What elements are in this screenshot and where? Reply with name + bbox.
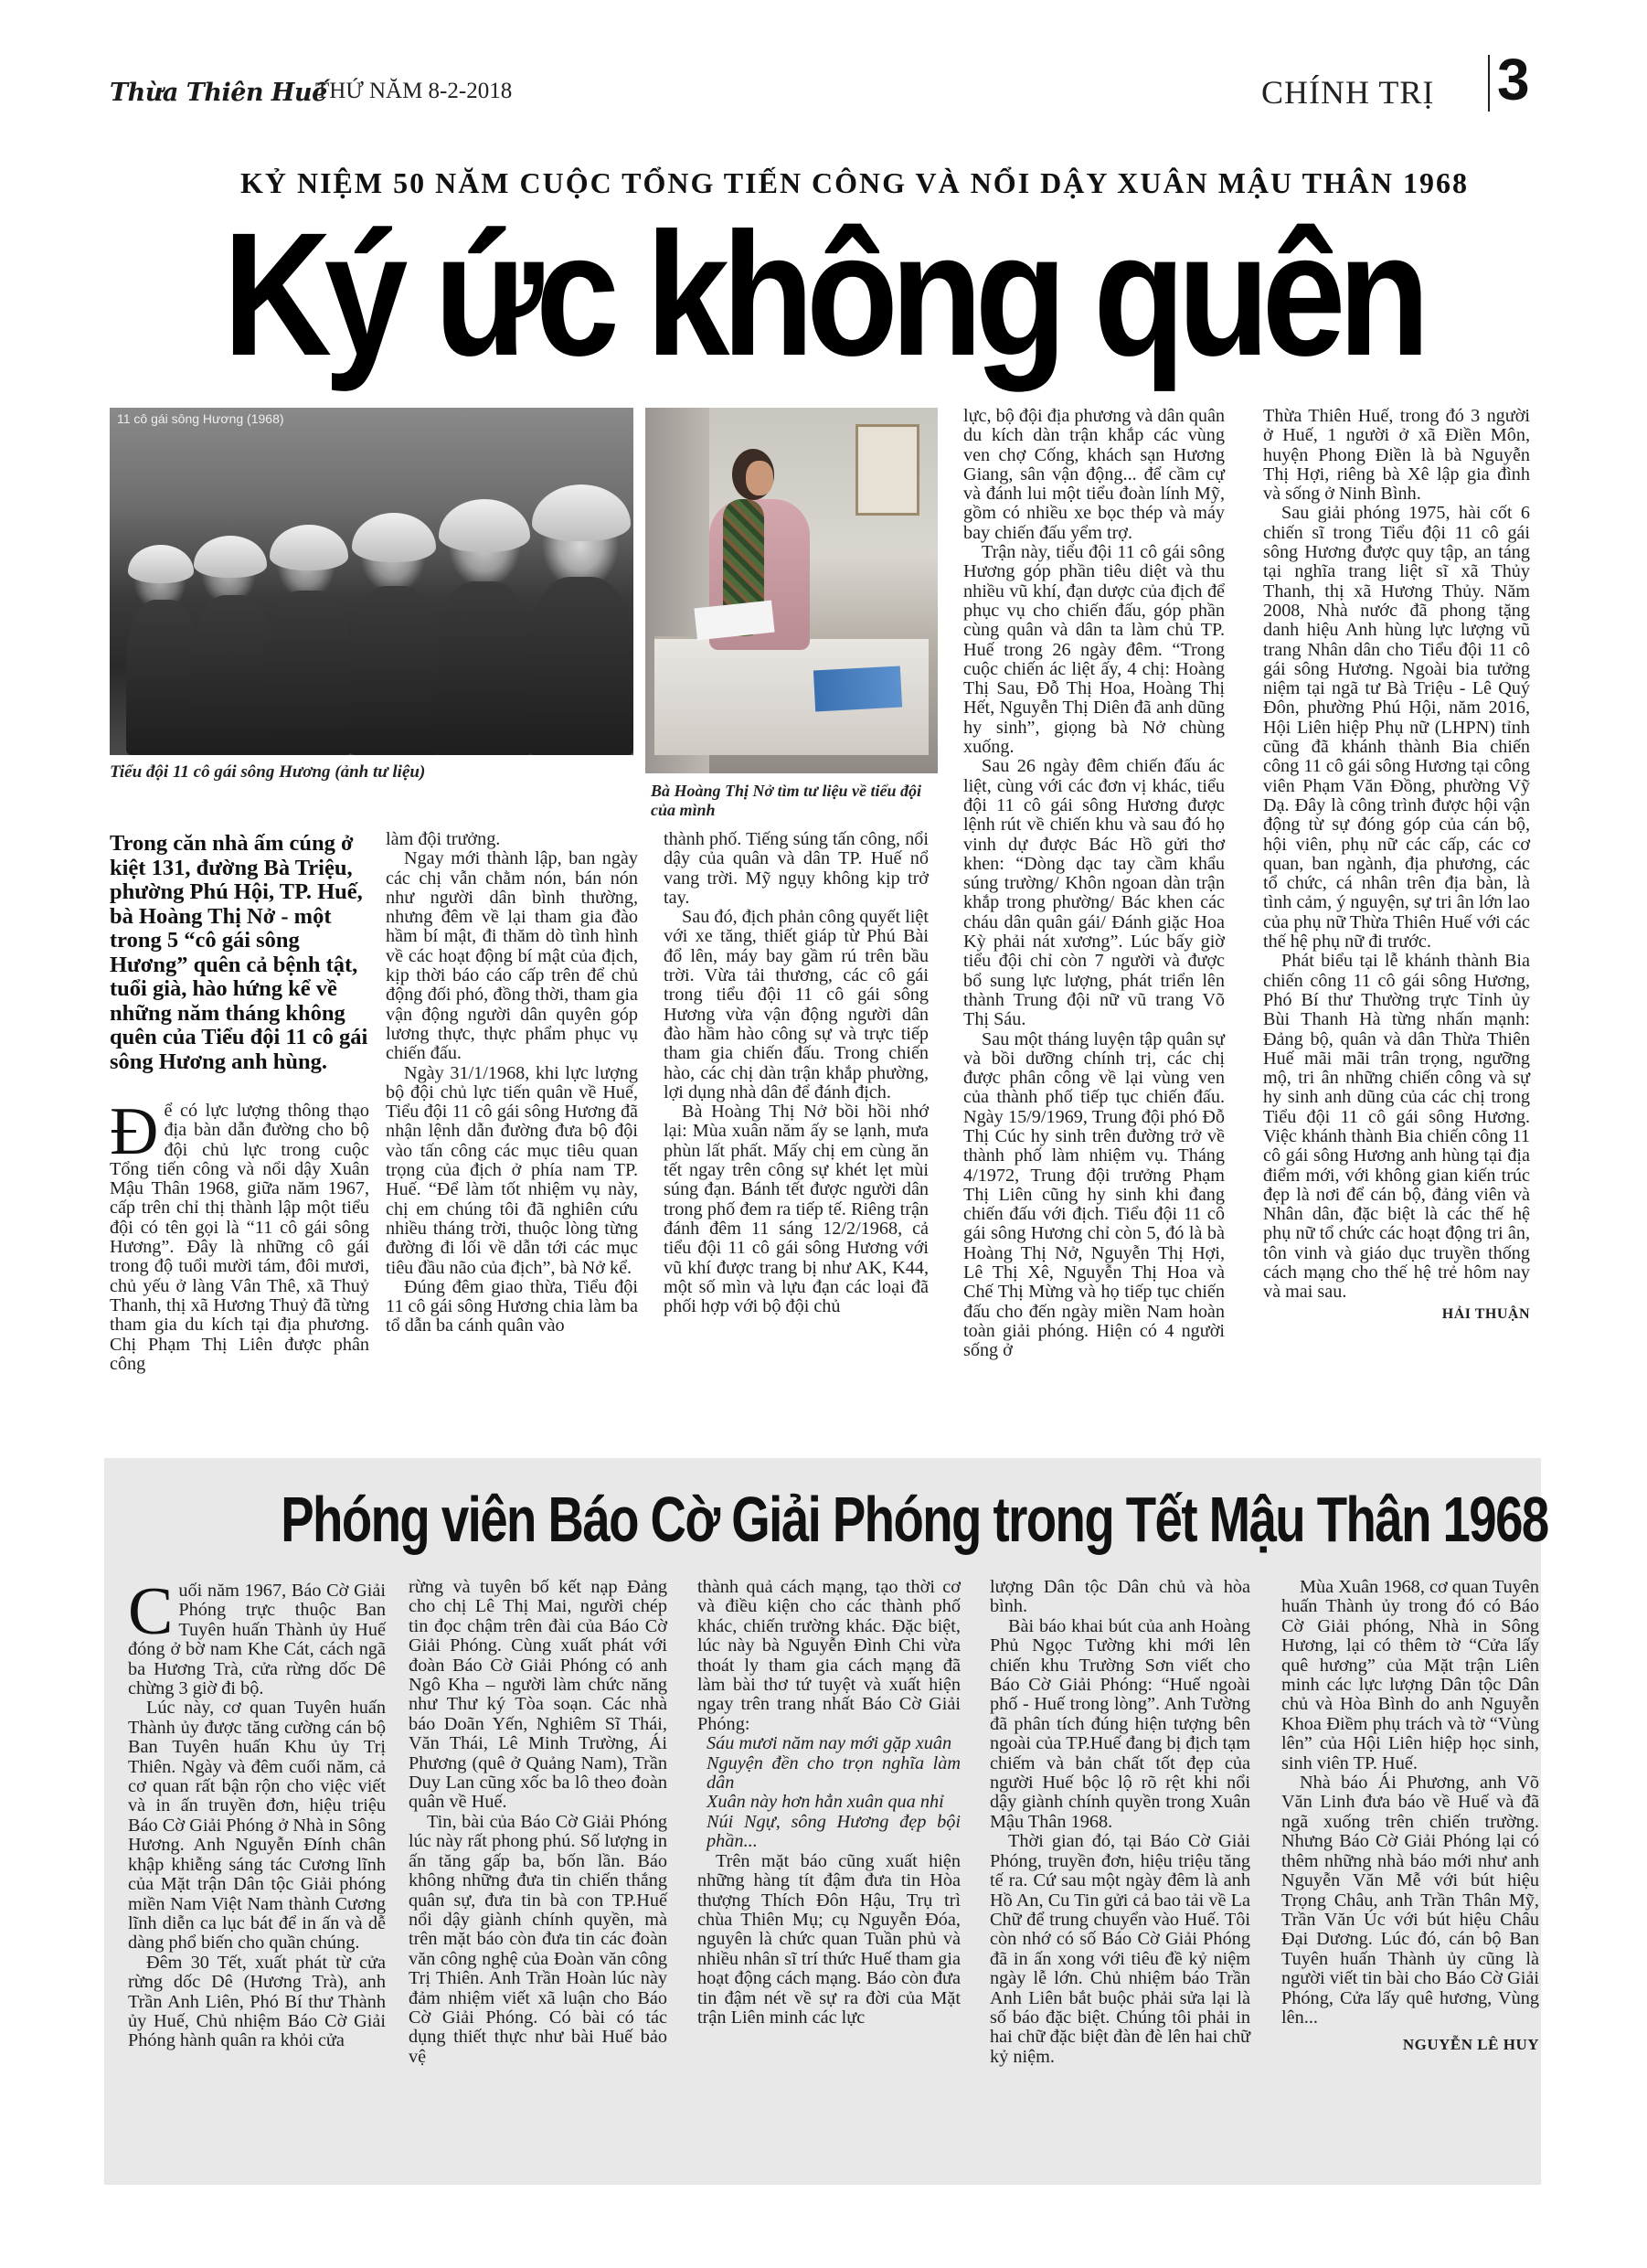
- page-number: 3: [1497, 47, 1530, 112]
- article-column-3: [664, 830, 929, 1316]
- paragraph: rừng và tuyên bố kết nạp Đảng cho chị Lê Thị Mai, người chép tin đọc chậm trên đài của Báo Cờ Giải Phóng. Cùng xuất phát với đoàn Báo Cờ Giải Phóng có anh Ngô Kha – người làm chức năng như Thư ký Tòa soạn. Các nhà báo Doãn Yến, Nghiêm Sĩ Thái, Văn Thái, Lê Minh Trường, Ái Phương (quê ở Quảng Nam), Trần Duy Lan cũng xốc ba lô theo đoàn quân về Huế.: [409, 1577, 667, 1813]
- paragraph: Lúc này, cơ quan Tuyên huấn Thành ủy được tăng cường cán bộ Ban Tuyên huấn Khu ủy Trị Thiên. Ngày và đêm cuối năm, cả cơ quan rất bận rộn cho việc viết và in ấn truyền đơn, hiệu triệu Báo Cờ Giải Phóng ở Nhà in Sông Hương. Anh Nguyễn Đính chân khập khiễng sáng tác Cương lĩnh của Mặt trận Dân tộc Giải phóng miền Nam Việt Nam thành Cương lĩnh diễn ca lục bát để in ấn và dễ dàng phổ biến cho quần chúng.: [128, 1698, 386, 1954]
- photo-inset-label: 11 cô gái sông Hương (1968): [117, 411, 284, 426]
- sidebar-column-5: [1281, 1578, 1539, 2055]
- paragraph: lực, bộ đội địa phương và dân quân du kích dàn trận khắp các vùng ven chợ Cống, khách sạn Hương Giang, sân vận động... để cầm cự và đánh lui một tiểu đoàn lính Mỹ, gồm có nhiều xe bọc thép và máy bay chiến đấu yểm trợ.: [963, 406, 1225, 543]
- article-lede: Trong căn nhà ấm cúng ở kiệt 131, đường Bà Triệu, phường Phú Hội, TP. Huế, bà Hoàng Thị Nở - một trong 5 “cô gái sông Hương” quên cả bệnh tật, tuổi già, hào hứng kể về những năm tháng không quên của Tiểu đội 11 cô gái sông Hương anh hùng.: [110, 831, 368, 1074]
- article-headline: Ký ức không quên: [222, 196, 1423, 392]
- poem: [697, 1734, 961, 1851]
- paragraph: Cuối năm 1967, Báo Cờ Giải Phóng trực thuộc Ban Tuyên huấn Thành ủy Huế đóng ở bờ nam Khe Cát, cách ngã ba Hương Trà, cửa rừng dốc Dê chừng 3 giờ đi bộ.: [128, 1574, 386, 1699]
- paragraph: Để có lực lượng thông thạo địa bàn dẫn đường cho bộ đội chủ lực trong cuộc Tổng tiến công và nổi dậy Xuân Mậu Thân 1968, giữa năm 1967, cấp trên chỉ thị thành lập một tiểu đội có tên gọi là “11 cô gái sông Hương”. Đây là những cô gái trong độ tuổi mười tám, đôi mươi, chủ yếu ở làng Vân Thê, xã Thuỷ Thanh, thị xã Hương Thuỷ đã từng tham gia du kích tại địa phương. Chị Phạm Thị Liên được phân công: [110, 1094, 369, 1374]
- paragraph: Mùa Xuân 1968, cơ quan Tuyên huấn Thành ủy trong đó có Báo Cờ Giải phóng, Nhà in Sông Hương, lại có thêm tờ “Cửa lấy quê hương” của Mặt trận Liên minh các lực lượng Dân tộc Dân chủ và Hòa Bình do anh Nguyễn Khoa Điềm phụ trách và tờ “Vùng lên” của Hội Liên hiệp học sinh, sinh viên TP. Huế.: [1281, 1577, 1539, 1773]
- poem-line: Sáu mươi năm nay mới gặp xuân: [707, 1733, 952, 1754]
- paragraph: Thời gian đó, tại Báo Cờ Giải Phóng, truyền đơn, hiệu triệu tăng tế ra. Cứ sau một ngày đêm là anh Hồ An, Cu Tin gửi cả bao tải về La Chữ để trung chuyển vào Huế. Tôi còn nhớ có số Báo Cờ Giải Phóng đã in ấn xong với tiêu đề kỷ niệm ngày lễ lớn. Chủ nhiệm báo Trần Anh Liên bắt buộc phải sửa lại là số báo đặc biệt. Chúng tôi phải in hai chữ đặc biệt đàn đè lên hai chữ kỷ niệm.: [990, 1831, 1250, 2067]
- paragraph: Trên mặt báo cũng xuất hiện những hàng tít đậm đưa tin Hòa thượng Thích Đôn Hậu, Trụ trì chùa Thiên Mụ; cụ Nguyễn Đóa, nguyên là chức quan Tuần phủ và nhiều nhân sĩ trí thức Huế tham gia hoạt động cách mạng. Báo còn đưa tin đậm nét về sự ra đời của Mặt trận Liên minh các lực: [697, 1850, 961, 2028]
- archive-photo-eleven-girls: [110, 408, 633, 755]
- poem-line: Nguyện đền cho trọn nghĩa làm dân: [707, 1752, 961, 1794]
- poem-line: Xuân này hơn hẳn xuân qua nhỉ: [707, 1792, 944, 1813]
- article-column-1: [110, 1094, 369, 1374]
- paragraph: Phát biểu tại lễ khánh thành Bia chiến công 11 cô gái sông Hương, Phó Bí thư Thường trực Tỉnh ủy Bùi Thanh Hà từng nhấn mạnh: Đảng bộ, quân và dân Thừa Thiên Huế mãi mãi trân trọng, ngưỡng mộ, tri ân những chiến công và sự hy sinh anh dũng của các chị trong Tiểu đội 11 cô gái sông Hương. Việc khánh thành Bia chiến công 11 cô gái sông Hương anh hùng tại địa điểm mới, với không gian kiến trúc đẹp là nơi để cán bộ, đảng viên và Nhân dân, đặc biệt là các thế hệ phụ nữ tổ chức các hoạt động tri ân, tôn vinh và giáo dục truyền thống cách mạng cho thế hệ trẻ hôm nay và mai sau.: [1263, 951, 1530, 1303]
- photo-caption: Tiểu đội 11 cô gái sông Hương (ảnh tư liệu): [110, 762, 426, 782]
- paragraph: Thừa Thiên Huế, trong đó 3 người ở Huế, 1 người ở xã Điền Môn, huyện Phong Điền là bà Nguyễn Thị Hợi, riêng bà Xê lập gia đình và sống ở Ninh Bình.: [1263, 406, 1530, 505]
- sidebar-column-1: [128, 1574, 386, 2051]
- paragraph: Trận này, tiểu đội 11 cô gái sông Hương góp phần tiêu diệt và thu nhiều vũ khí, đạn dược của địch để phục vụ cho chiến đấu, góp phần cùng quân và dân ta làm chủ TP. Huế trong 26 ngày đêm. “Trong cuộc chiến ác liệt ấy, 4 chị: Hoàng Thị Sau, Đỗ Thị Hoa, Hoàng Thị Hết, Nguyễn Thị Diên đã anh dũng hy sinh”, giọng bà Nở chùng xuống.: [963, 542, 1225, 758]
- poem-line: Núi Ngự, sông Hương đẹp bội phần...: [707, 1811, 961, 1852]
- photo-hoang-thi-no: [645, 408, 938, 773]
- paragraph: làm đội trưởng.: [386, 829, 501, 849]
- paragraph: Bà Hoàng Thị Nở bồi hồi nhớ lại: Mùa xuân năm ấy se lạnh, mưa phùn lất phất. Mấy chị em cùng ăn tết ngay trên công sự khét lẹt mùi súng đạn. Bánh tết được người dân trong phố đem ra tiếp tế. Riêng trận đánh đêm 11 sáng 12/2/1968, cả tiểu đội 11 cô gái sông Hương với vũ khí được trang bị như AK, K44, một số mìn và lựu đạn các loại đã phối hợp với bộ đội chủ: [664, 1102, 929, 1317]
- sidebar-column-2: [409, 1578, 667, 2067]
- article-column-2: [386, 830, 638, 1336]
- byline: HẢI THUẬN: [1441, 1305, 1530, 1322]
- paragraph: Sau đó, địch phản công quyết liệt với xe tăng, thiết giáp từ Phú Bài đổ lên, máy bay gầm rú trên bầu trời. Vừa tải thương, các cô gái trong tiểu đội 11 cô gái sông Hương vừa vận động người dân đào hầm hào công sự và trực tiếp tham gia chiến đấu. Trong chiến hào, các chị dàn trận khắp phường, lợi dụng nhà dân để đánh địch.: [664, 907, 929, 1102]
- paragraph: Sau giải phóng 1975, hài cốt 6 chiến sĩ trong Tiểu đội 11 cô gái sông Hương được quy tập, an táng tại nghĩa trang liệt sĩ xã Thủy Thanh, thị xã Hương Thủy. Năm 2008, Nhà nước đã phong tặng danh hiệu Anh hùng lực lượng vũ trang Nhân dân cho Tiểu đội 11 cô gái sông Hương. Ngoài bia tưởng niệm tại ngã tư Bà Triệu - Lê Quý Đôn, phường Phú Hội, năm 2016, Hội Liên hiệp Phụ nữ (LHPN) tỉnh cũng đã khánh thành Bia chiến công 11 cô gái sông Hương tại công viên Phạm Văn Đồng, phường Vỹ Dạ. Đây là công trình được hội vận động từ sự đóng góp của cán bộ, hội viên, phụ nữ các cấp, các cơ quan, ban ngành, địa phương, các tổ chức, cá nhân trên địa bàn, là tình cảm, ý nguyện, sự tri ân lớn lao của phụ nữ Thừa Thiên Huế với các thế hệ phụ nữ đi trước.: [1263, 503, 1530, 953]
- paragraph: Bài báo khai bút của anh Hoàng Phủ Ngọc Tường khi mới lên chiến khu Trường Sơn viết cho Báo Cờ Giải Phóng: “Huế ngoài phố - Huế trong lòng”. Anh Tường đã phân tích đúng hiện tượng bên ngoài của TP.Huế đang bị địch tạm chiếm và bản chất tốt đẹp của người Huế bộc lộ rõ rệt khi nổi dậy giành chính quyền trong Xuân Mậu Thân 1968.: [990, 1615, 1250, 1832]
- sidebar-article-headline: Phóng viên Báo Cờ Giải Phóng trong Tết Mậu Thân 1968: [281, 1484, 1548, 1555]
- paragraph: lượng Dân tộc Dân chủ và hòa bình.: [990, 1577, 1250, 1617]
- sidebar-column-4: [990, 1578, 1250, 2067]
- byline: NGUYỄN LÊ HUY: [1402, 2036, 1539, 2054]
- photo-caption: Bà Hoàng Thị Nở tìm tư liệu về tiểu đội của mình: [651, 782, 921, 819]
- masthead: Thừa Thiên Huế: [110, 79, 327, 107]
- article-column-4: [963, 407, 1225, 1361]
- paragraph: Nhà báo Ái Phương, anh Võ Văn Linh đưa báo về Huế và đã ngã xuống trên chiến trường. Nhưng Báo Cờ Giải Phóng lại có thêm những nhà báo mới như anh Nguyễn Văn Mễ với bút hiệu Trọng Châu, anh Trần Thân Mỹ, Trần Văn Úc với bút hiệu Châu Đại Dương. Lúc đó, cán bộ Ban Tuyên huấn Thành ủy cũng là người viết tin bài cho Báo Cờ Giải Phóng, Cửa lấy quê hương, Vùng lên...: [1281, 1773, 1539, 2028]
- paragraph: Đêm 30 Tết, xuất phát từ cửa rừng dốc Dê (Hương Trà), anh Trần Anh Liên, Phó Bí thư Thành ủy Huế, Chủ nhiệm Báo Cờ Giải Phóng hành quân ra khỏi cửa: [128, 1952, 386, 2051]
- paragraph: thành quả cách mạng, tạo thời cơ và điều kiện cho các thành phố khác, chiến trường khác. Đặc biệt, lúc này bà Nguyễn Đình Chi vừa thoát ly tham gia cách mạng đã làm bài thơ tứ tuyệt và xuất hiện ngay trên trang nhất Báo Cờ Giải Phóng:: [697, 1577, 961, 1734]
- article-kicker: KỶ NIỆM 50 NĂM CUỘC TỔNG TIẾN CÔNG VÀ NỔI DẬY XUÂN MẬU THÂN 1968: [239, 166, 1470, 199]
- paragraph: Tin, bài của Báo Cờ Giải Phóng lúc này rất phong phú. Số lượng in ấn tăng gấp ba, bốn lần. Báo không những đưa tin chiến thắng quân sự, đưa tin bà con TP.Huế nổi dậy giành chính quyền, mà trên mặt báo còn đưa tin các đoàn văn công nghệ của Đoàn văn công Trị Thiên. Anh Trần Hoàn lúc này đảm nhiệm viết xã luận cho Báo Cờ Giải Phóng. Có bài có tác dụng thiết thực như bài Huế bảo vệ: [409, 1811, 667, 2067]
- article-column-5: [1263, 407, 1530, 1324]
- section-divider: [1488, 55, 1490, 112]
- paragraph: Ngay mới thành lập, ban ngày các chị vẫn chằm nón, bán nón như người dân bình thường, nhưng đêm về lại tham gia đào hầm bí mật, đi thăm dò tình hình về các hoạt động bí mật của địch, kịp thời báo cáo cấp trên để chủ động đối phó, đồng thời, tham gia vận động người dân quyên góp lương thực, thực phẩm phục vụ chiến đấu.: [386, 848, 638, 1064]
- sidebar-column-3: [697, 1578, 961, 2028]
- paragraph: thành phố. Tiếng súng tấn công, nổi dậy của quân và dân TP. Huế nổ vang trời. Mỹ ngụy không kịp trở tay.: [664, 829, 929, 908]
- paragraph: Sau một tháng luyện tập quân sự và bồi dưỡng chính trị, các chị được phân công về lại vùng ven của thành phố tiếp tục chiến đấu. Ngày 15/9/1969, Trung đội phó Đỗ Thị Cúc hy sinh trên đường trở về thành phố làm nhiệm vụ. Tháng 4/1972, Trung đội trưởng Phạm Thị Liên cũng hy sinh khi đang chiến đấu với địch. Tiểu đội 11 cô gái sông Hương chỉ còn 5, đó là bà Hoàng Thị Nở, Nguyễn Thị Hợi, Lê Thị Xê, Nguyễn Thị Hoa và Chế Thị Mừng và họ tiếp tục chiến đấu cho đến ngày miền Nam hoàn toàn giải phóng. Hiện có 4 người sống ở: [963, 1028, 1225, 1361]
- paragraph: Ngày 31/1/1968, khi lực lượng bộ đội chủ lực tiến quân về Huế, Tiểu đội 11 cô gái sông Hương đã nhận lệnh dẫn đường đưa bộ đội vào tấn công các mục tiêu quan trọng của địch ở phía nam TP. Huế. “Để làm tốt nhiệm vụ này, chị em chúng tôi đã nghiên cứu nhiều tháng trời, thuộc lòng từng đường đi lối về dẫn tới các mục tiêu đầu não của địch”, bà Nở kể.: [386, 1062, 638, 1278]
- paragraph: Sau 26 ngày đêm chiến đấu ác liệt, cùng với các đơn vị khác, tiểu đội 11 cô gái sông Hương được lệnh rút về chiến khu và sau đó họ vinh dự được Bác Hồ gửi thơ khen: “Dòng dạc tay cầm khẩu súng trường/ Khôn ngoan dàn trận khắp trong phường/ Bác khen các cháu dân quân gái/ Đánh giặc Hoa Kỳ phải nát xương”. Lúc bấy giờ tiểu đội chỉ còn 7 người và được bổ sung lực lượng, phát triển lên thành Trung đội nữ vũ trang Võ Thị Sáu.: [963, 756, 1225, 1030]
- issue-date: THỨ NĂM 8-2-2018: [315, 79, 513, 103]
- section-name: CHÍNH TRỊ: [1261, 74, 1435, 111]
- paragraph: Đúng đêm giao thừa, Tiểu đội 11 cô gái sông Hương chia làm ba tổ dẫn ba cánh quân vào: [386, 1276, 638, 1336]
